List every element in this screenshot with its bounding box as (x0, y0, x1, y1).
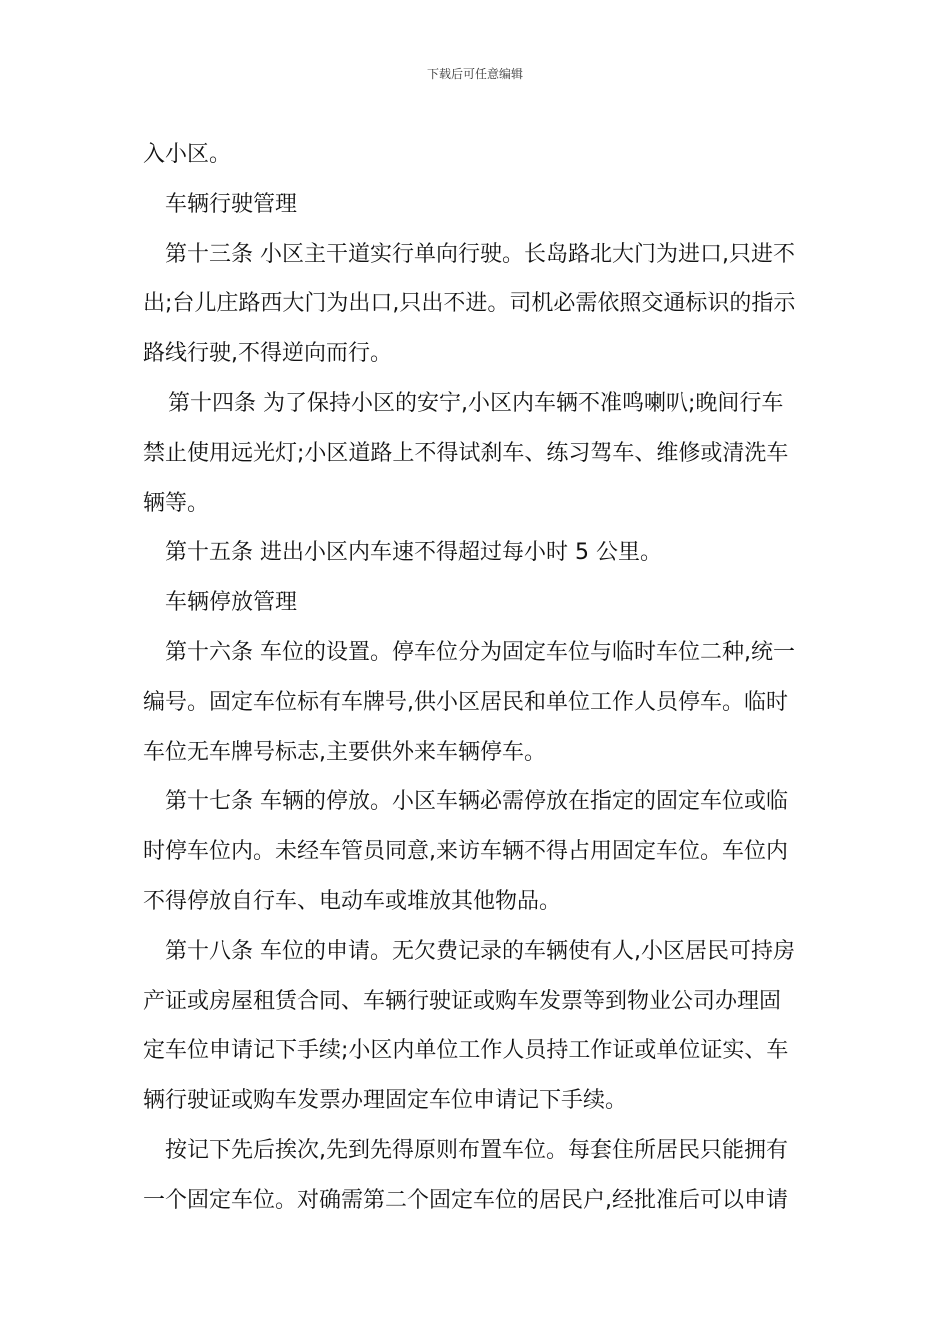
article-16-line-3: 车位无车牌号标志,主要供外来车辆停车。 (143, 739, 546, 765)
article-14-line-2: 禁止使用远光灯;小区道路上不得试刹车、练习驾车、维修或清洗车 (143, 440, 789, 466)
document-body (143, 130, 813, 1226)
article-13-line-1: 第十三条 小区主干道实行单向行驶。长岛路北大门为进口,只进不 (165, 241, 795, 267)
article-14-line-3: 辆等。 (143, 490, 210, 516)
article-17-line-1: 第十七条 车辆的停放。小区车辆必需停放在指定的固定车位或临 (165, 789, 788, 815)
article-16-line-2: 编号。固定车位标有车牌号,供小区居民和单位工作人员停车。临时 (143, 689, 788, 715)
page-header: 下载后可任意编辑 (426, 67, 523, 81)
article-17-line-2: 时停车位内。未经车管员同意,来访车辆不得占用固定车位。车位内 (143, 839, 788, 865)
section-heading: 车辆停放管理 (165, 590, 298, 616)
article-13-line-2: 出;台儿庄路西大门为出口,只出不进。司机必需依照交通标识的指示 (143, 291, 796, 317)
article-14-line-1: 第十四条 为了保持小区的安宁,小区内车辆不准鸣喇叭;晚间行车 (168, 390, 784, 416)
article-13-line-3: 路线行驶,不得逆向而行。 (143, 341, 392, 367)
article-16-line-1: 第十六条 车位的设置。停车位分为固定车位与临时车位二种,统一 (165, 639, 795, 665)
article-18-line-1: 第十八条 车位的申请。无欠费记录的车辆使有人,小区居民可持房 (165, 938, 795, 964)
article-18-line-4: 辆行驶证或购车发票办理固定车位申请记下手续。 (143, 1088, 628, 1114)
text-line: 入小区。 (143, 142, 232, 167)
section-heading: 车辆行驶管理 (165, 191, 298, 217)
article-17-line-3: 不得停放自行车、电动车或堆放其他物品。 (143, 888, 562, 914)
article-15-line-1: 第十五条 进出小区内车速不得超过每小时 5 公里。 (165, 540, 662, 566)
article-18-line-3: 定车位申请记下手续;小区内单位工作人员持工作证或单位证实、车 (143, 1038, 789, 1064)
paragraph-line-1: 按记下先后挨次,先到先得原则布置车位。每套住所居民只能拥有 (165, 1137, 788, 1163)
paragraph-line-2: 一个固定车位。对确需第二个固定车位的居民户,经批准后可以申请 (143, 1187, 788, 1213)
article-18-line-2: 产证或房屋租赁合同、车辆行驶证或购车发票等到物业公司办理固 (143, 988, 782, 1014)
